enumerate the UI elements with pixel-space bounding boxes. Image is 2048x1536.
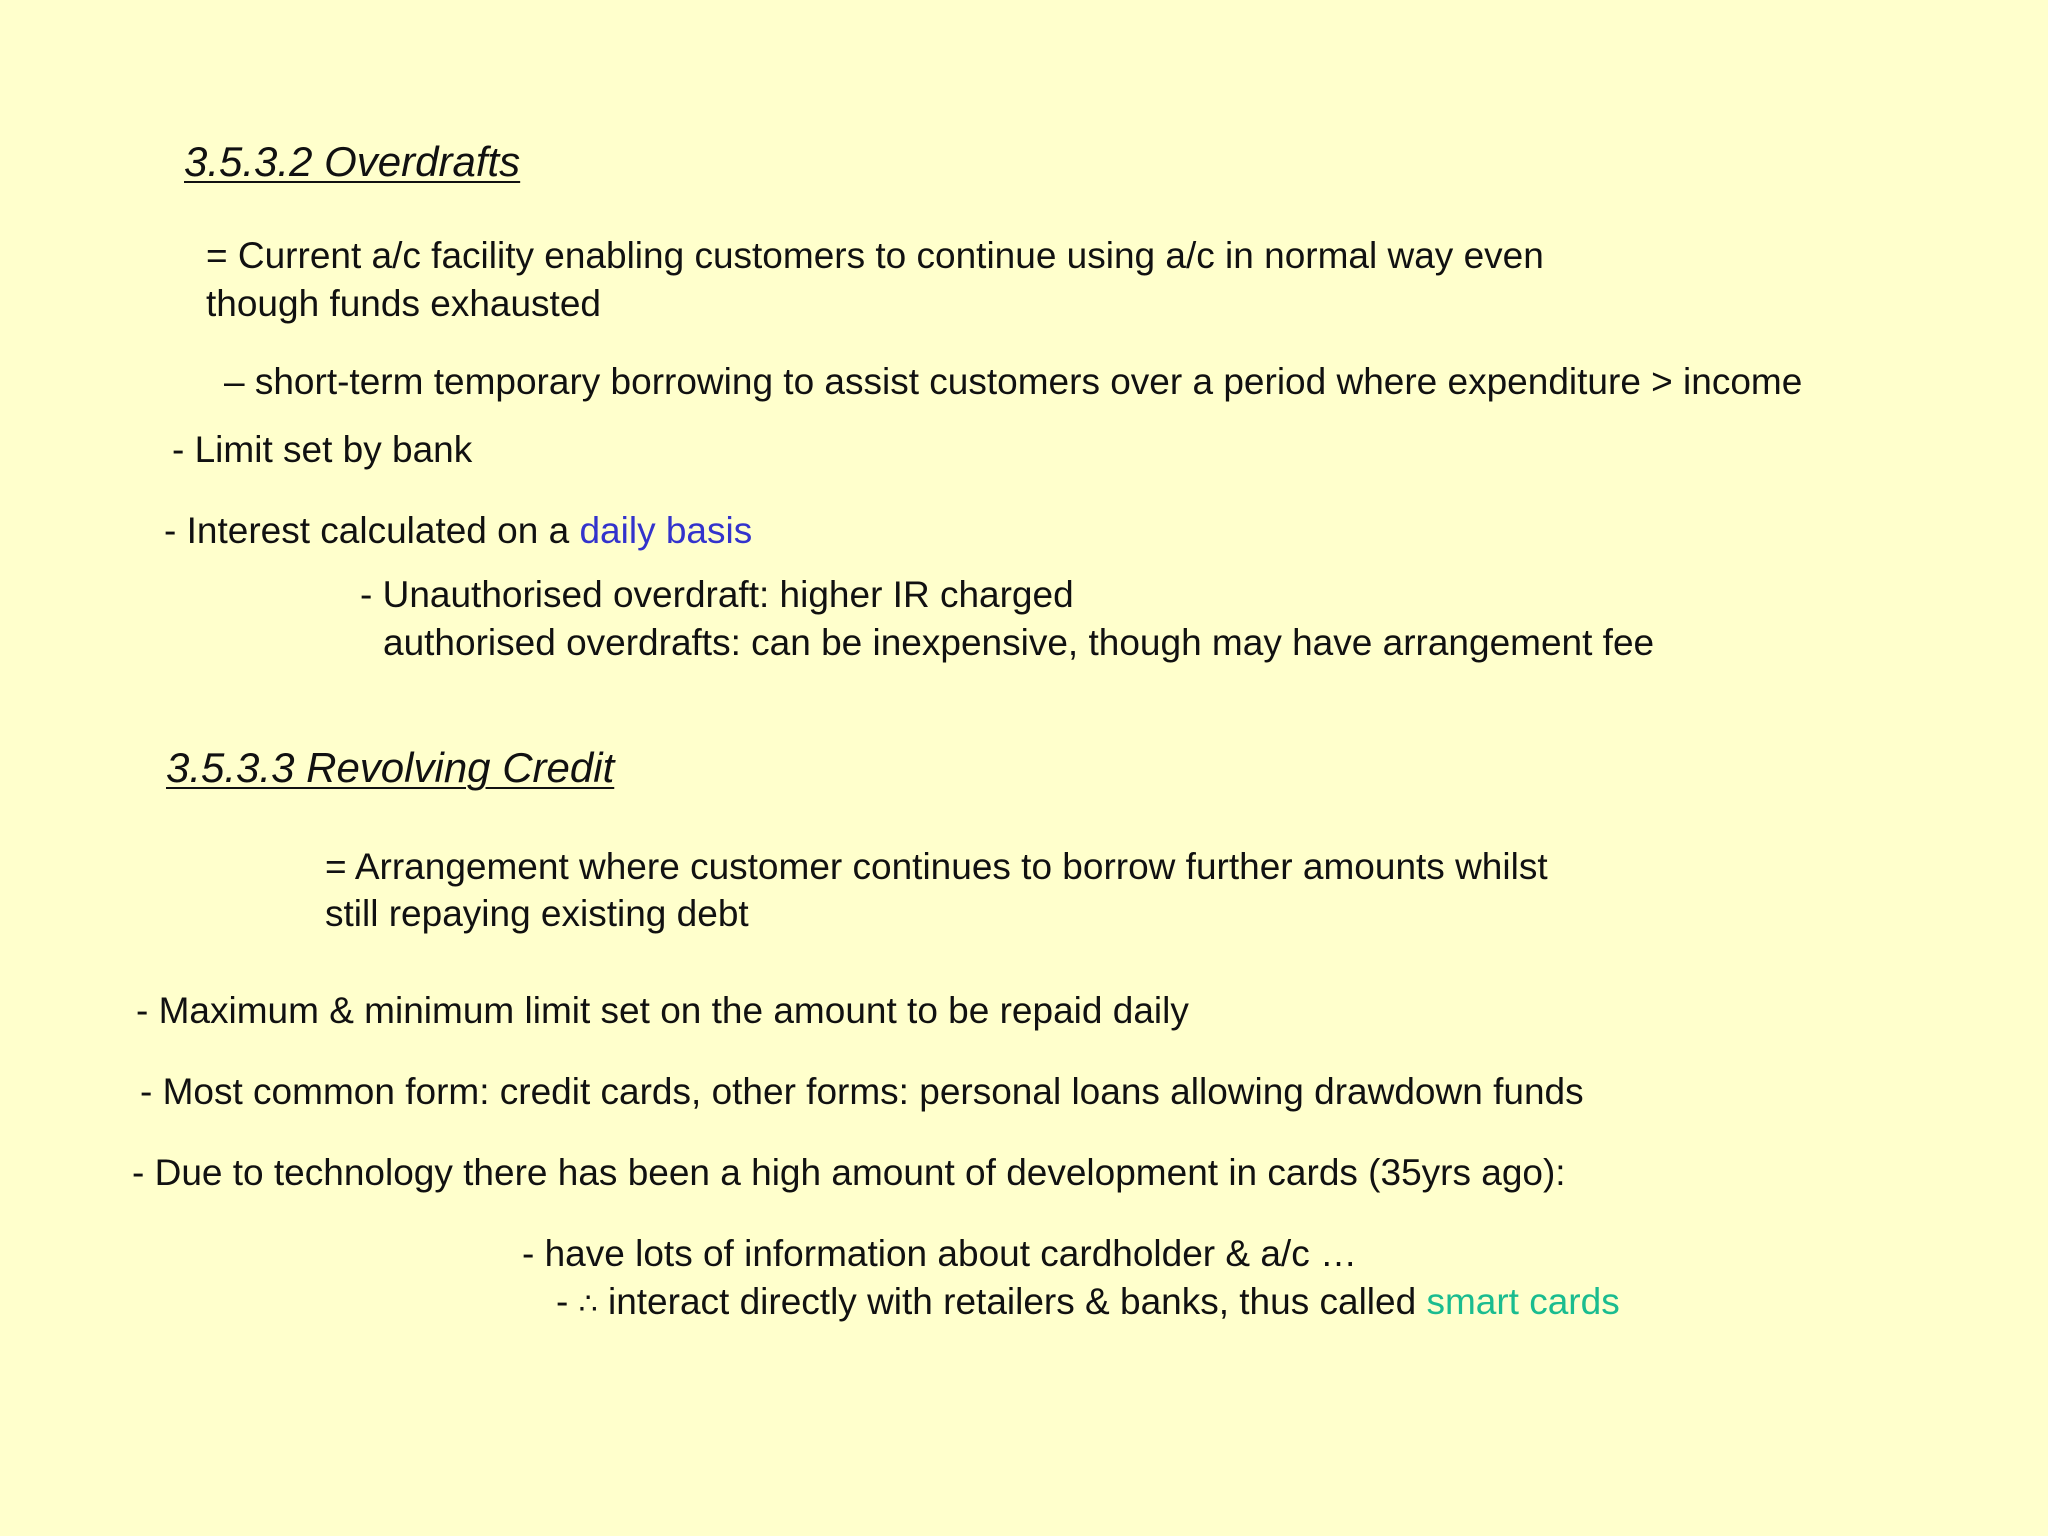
overdrafts-definition-line1: = Current a/c facility enabling customers to continue using a/c in normal way even — [206, 235, 1544, 276]
smart-cards-highlight: smart cards — [1426, 1281, 1620, 1322]
revolving-credit-heading: 3.5.3.3 Revolving Credit — [166, 744, 615, 791]
revolving-info: - have lots of information about cardholder & a/c … — [522, 1233, 1357, 1274]
overdrafts-sub-point: – short-term temporary borrowing to assist customers over a period where expenditure > income — [224, 361, 1803, 402]
revolving-common-form: - Most common form: credit cards, other forms: personal loans allowing drawdown funds — [140, 1071, 1584, 1112]
overdrafts-interest — [164, 507, 752, 555]
revolving-definition-line1: = Arrangement where customer continues to borrow further amounts whilst — [325, 846, 1548, 887]
revolving-technology: - Due to technology there has been a high amount of development in cards (35yrs ago): — [132, 1152, 1566, 1193]
revolving-interact — [556, 1278, 1620, 1329]
therefore-icon: ∴ — [578, 1288, 598, 1321]
overdrafts-limit: - Limit set by bank — [172, 429, 473, 470]
overdrafts-heading: 3.5.3.2 Overdrafts — [184, 138, 521, 185]
interact-prefix: interact directly with retailers & banks, thus called — [597, 1281, 1427, 1322]
overdrafts-interest-prefix: - Interest calculated on a — [164, 510, 580, 551]
overdrafts-authorised: authorised overdrafts: can be inexpensive, though may have arrangement fee — [383, 622, 1655, 663]
daily-basis-highlight: daily basis — [579, 510, 753, 551]
revolving-definition-line2: still repaying existing debt — [325, 893, 749, 934]
overdrafts-unauthorised: - Unauthorised overdraft: higher IR charged — [360, 574, 1074, 615]
overdrafts-definition-line2: though funds exhausted — [206, 283, 601, 324]
revolving-limit: - Maximum & minimum limit set on the amount to be repaid daily — [136, 990, 1189, 1031]
interact-dash: - — [556, 1281, 579, 1322]
